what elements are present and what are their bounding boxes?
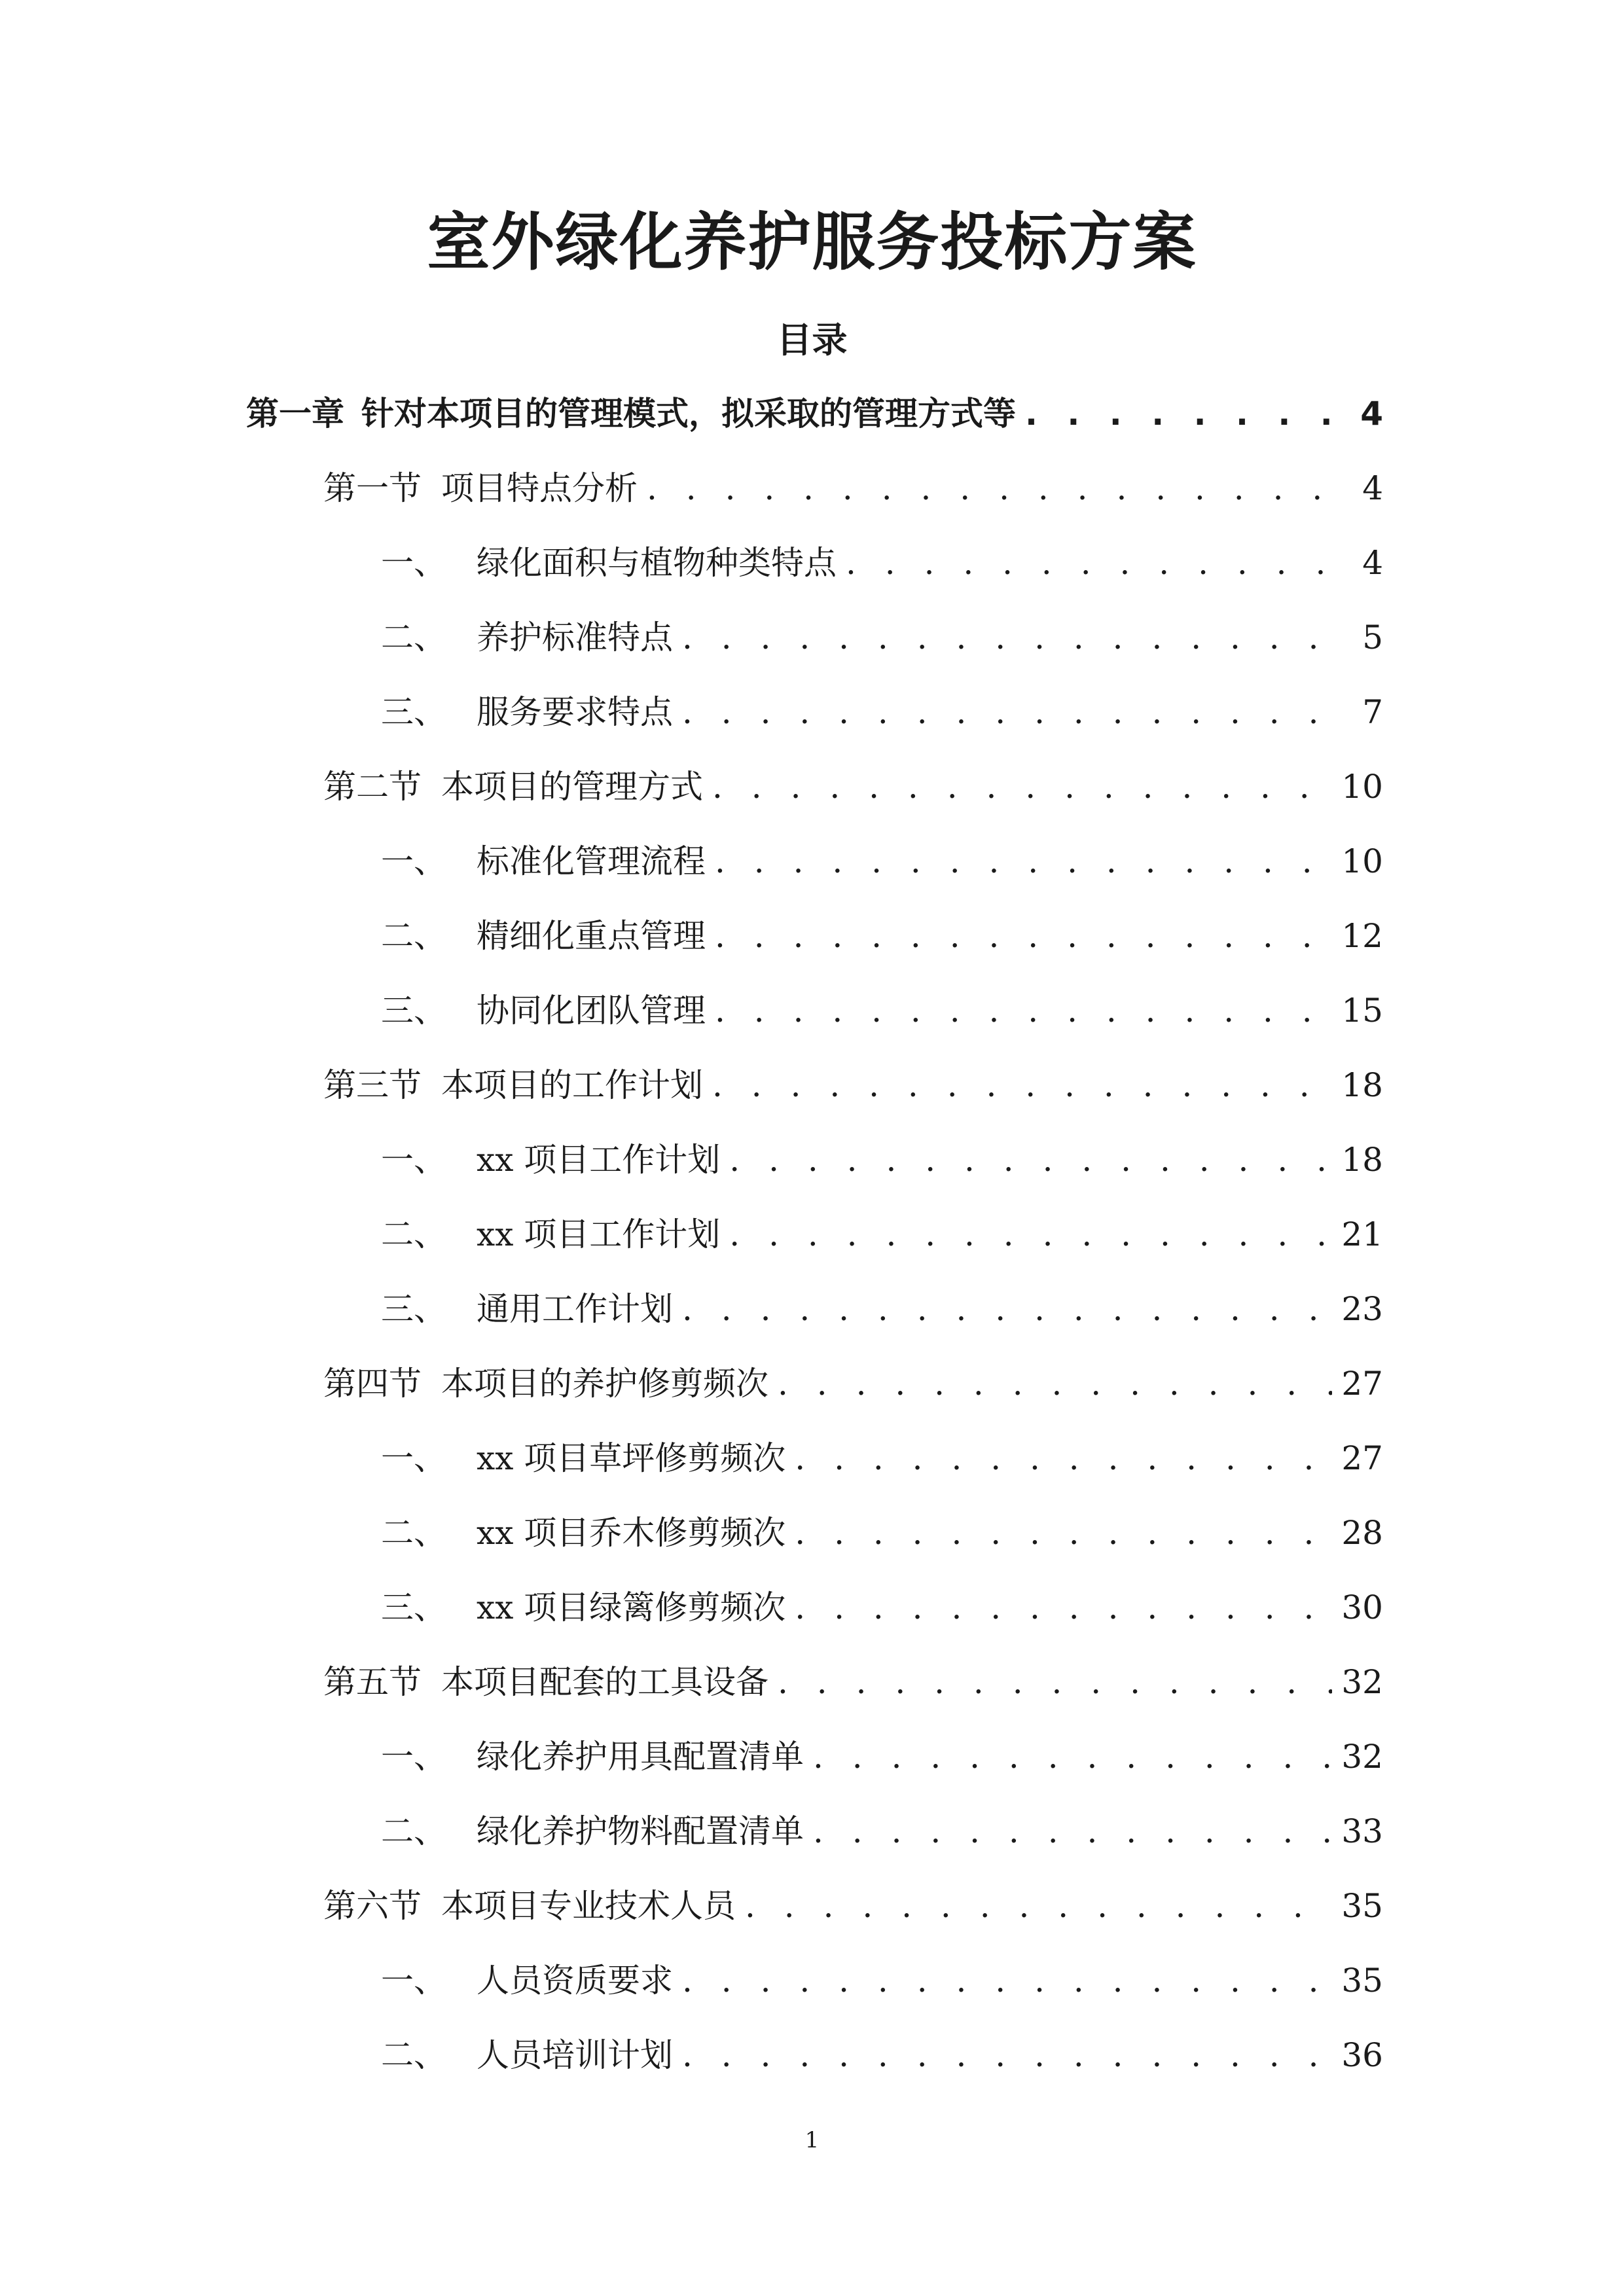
toc-entry-section[interactable] (0, 451, 1624, 526)
dot-leader (682, 600, 1348, 675)
toc-entry-subsection[interactable] (0, 1122, 1624, 1197)
toc-entry-title: 服务要求特点 (477, 693, 673, 731)
dot-leader (745, 1869, 1332, 1943)
dot-leader (715, 973, 1332, 1048)
toc-entry-number: 三、 (381, 1290, 446, 1328)
toc-entry-title: xx 项目草坪修剪频次 (477, 1439, 786, 1477)
toc-entry-number: 二、 (381, 1514, 446, 1552)
dot-leader (712, 1048, 1332, 1122)
toc-entry-title: 人员资质要求 (477, 1962, 673, 2000)
toc-entry-page: 36 (1341, 2036, 1383, 2074)
dot-leader (778, 1346, 1332, 1421)
toc-entry-title: 人员培训计划 (477, 2036, 673, 2074)
toc-entry-number: 一、 (381, 1738, 446, 1776)
toc-entry-title: 本项目专业技术人员 (441, 1887, 736, 1925)
toc-entry-page: 32 (1341, 1738, 1383, 1776)
toc-entry-chapter-1[interactable] (0, 376, 1624, 451)
toc-entry-subsection[interactable] (0, 1719, 1624, 1794)
dot-leader (682, 675, 1348, 749)
toc-entry-page: 10 (1341, 768, 1383, 806)
toc-entry-page: 12 (1341, 917, 1383, 955)
dot-leader (813, 1794, 1332, 1869)
toc-entry-title: 项目特点分析 (441, 469, 638, 507)
toc-entry-number: 第三节 (323, 1066, 422, 1104)
toc-entry-page: 21 (1341, 1215, 1383, 1253)
toc-entry-number: 二、 (381, 1812, 446, 1850)
toc-entry-subsection[interactable] (0, 526, 1624, 600)
toc-entry-page: 27 (1341, 1365, 1383, 1403)
toc-entry-title: 本项目配套的工具设备 (441, 1663, 768, 1701)
toc-entry-title: xx 项目绿篱修剪频次 (477, 1588, 786, 1626)
toc-entry-page: 35 (1341, 1887, 1383, 1925)
toc-entry-title: 本项目的养护修剪频次 (441, 1365, 768, 1403)
toc-entry-page: 5 (1362, 619, 1383, 656)
toc-entry-number: 二、 (381, 1215, 446, 1253)
toc-entry-number: 一、 (381, 544, 446, 582)
toc-entry-section[interactable] (0, 1645, 1624, 1719)
toc-entry-title: 绿化面积与植物种类特点 (477, 544, 837, 582)
toc-entry-title: 绿化养护物料配置清单 (477, 1812, 804, 1850)
dot-leader (778, 1645, 1332, 1719)
toc-entry-number: 第二节 (323, 768, 422, 806)
toc-entry-section[interactable] (0, 1048, 1624, 1122)
toc-entry-section[interactable] (0, 749, 1624, 824)
toc-entry-number: 二、 (381, 619, 446, 656)
toc-entry-page: 33 (1341, 1812, 1383, 1850)
page-number: 1 (804, 2127, 820, 2153)
toc-entry-page: 27 (1341, 1439, 1383, 1477)
toc-entry-page: 35 (1341, 1962, 1383, 2000)
toc-entry-page: 30 (1341, 1588, 1383, 1626)
dot-leader (813, 1719, 1332, 1794)
toc-entry-title: 本项目的管理方式 (441, 768, 703, 806)
toc-entry-page: 32 (1341, 1663, 1383, 1701)
dot-leader (647, 451, 1348, 526)
toc-entry-page: 10 (1341, 842, 1383, 880)
toc-entry-number: 一、 (381, 1141, 446, 1179)
toc-entry-number: 一、 (381, 1439, 446, 1477)
toc-entry-page: 4 (1360, 395, 1383, 433)
dot-leader (712, 749, 1332, 824)
toc-entry-subsection[interactable] (0, 1496, 1624, 1570)
toc-entry-subsection[interactable] (0, 1421, 1624, 1496)
dot-leader (682, 2018, 1332, 2092)
toc-entry-title: 协同化团队管理 (477, 992, 706, 1030)
toc-entry-page: 4 (1362, 469, 1383, 507)
toc-entry-subsection[interactable] (0, 973, 1624, 1048)
toc-entry-page: 18 (1341, 1141, 1383, 1179)
toc-entry-number: 第五节 (323, 1663, 422, 1701)
dot-leader (729, 1197, 1332, 1272)
dot-leader (715, 899, 1332, 973)
toc-entry-number: 一、 (381, 842, 446, 880)
toc-entry-number: 二、 (381, 2036, 446, 2074)
toc-entry-subsection[interactable] (0, 675, 1624, 749)
toc-entry-subsection[interactable] (0, 600, 1624, 675)
toc-entry-title: xx 项目乔木修剪频次 (477, 1514, 786, 1552)
toc-entry-subsection[interactable] (0, 1570, 1624, 1645)
toc-entry-page: 28 (1341, 1514, 1383, 1552)
toc-entry-number: 第四节 (323, 1365, 422, 1403)
toc-entry-page: 15 (1341, 992, 1383, 1030)
toc-entry-number: 一、 (381, 1962, 446, 2000)
toc-entry-title: 通用工作计划 (477, 1290, 673, 1328)
dot-leader (846, 526, 1348, 600)
toc-entry-title: 精细化重点管理 (477, 917, 706, 955)
toc-entry-page: 4 (1362, 544, 1383, 582)
toc-entry-number: 第一节 (323, 469, 422, 507)
document-title: 室外绿化养护服务投标方案 (427, 206, 1197, 279)
toc-entry-subsection[interactable] (0, 824, 1624, 899)
toc-entry-page: 18 (1341, 1066, 1383, 1104)
toc-entry-number: 第六节 (323, 1887, 422, 1925)
toc-entry-section[interactable] (0, 1346, 1624, 1421)
toc-entry-subsection[interactable] (0, 1794, 1624, 1869)
toc-entry-title: xx 项目工作计划 (477, 1141, 721, 1179)
toc-entry-subsection[interactable] (0, 2018, 1624, 2092)
toc-entry-subsection[interactable] (0, 1272, 1624, 1346)
toc-entry-title: 针对本项目的管理模式，拟采取的管理方式等 (361, 395, 1016, 433)
toc-entry-title: 标准化管理流程 (477, 842, 706, 880)
toc-entry-number: 二、 (381, 917, 446, 955)
toc-entry-subsection[interactable] (0, 1943, 1624, 2018)
dot-leader (682, 1943, 1332, 2018)
toc-entry-page: 23 (1341, 1290, 1383, 1328)
dot-leader (1025, 376, 1348, 451)
table-of-contents (0, 376, 1624, 2092)
dot-leader (715, 824, 1332, 899)
dot-leader (729, 1122, 1332, 1197)
toc-entry-number: 三、 (381, 693, 446, 731)
toc-entry-number: 三、 (381, 992, 446, 1030)
dot-leader (795, 1496, 1332, 1570)
dot-leader (795, 1421, 1332, 1496)
dot-leader (682, 1272, 1332, 1346)
toc-entry-title: 本项目的工作计划 (441, 1066, 703, 1104)
toc-entry-subsection[interactable] (0, 1197, 1624, 1272)
dot-leader (795, 1570, 1332, 1645)
toc-entry-title: xx 项目工作计划 (477, 1215, 721, 1253)
toc-entry-page: 7 (1362, 693, 1383, 731)
toc-entry-number: 三、 (381, 1588, 446, 1626)
toc-entry-number: 第一章 (246, 395, 344, 433)
toc-entry-section[interactable] (0, 1869, 1624, 1943)
toc-heading: 目录 (776, 319, 848, 361)
toc-entry-subsection[interactable] (0, 899, 1624, 973)
toc-entry-title: 绿化养护用具配置清单 (477, 1738, 804, 1776)
toc-entry-title: 养护标准特点 (477, 619, 673, 656)
